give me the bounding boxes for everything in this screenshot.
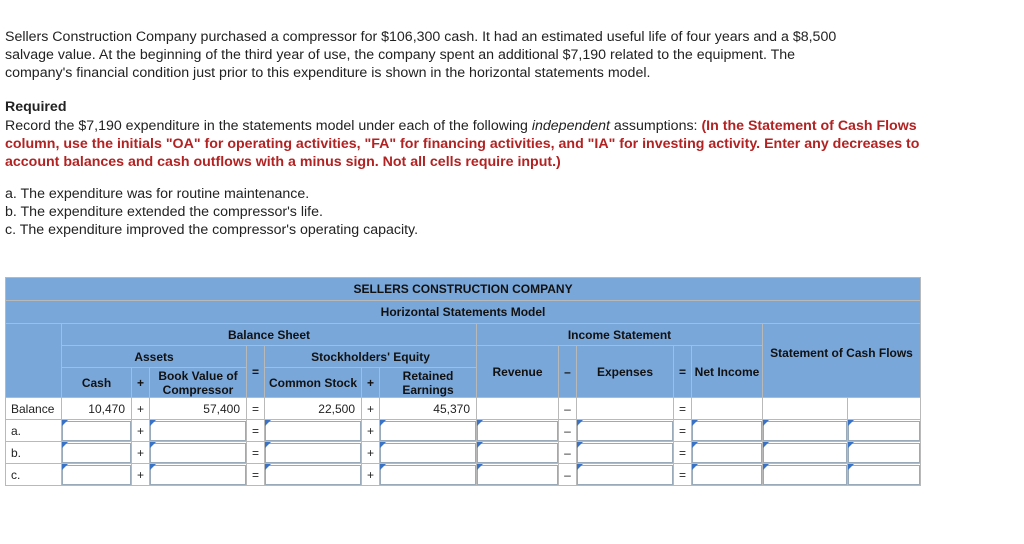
balance-row: [6, 398, 921, 420]
row-c-cash-flow-amount-input[interactable]: [763, 465, 847, 485]
row-c-revenue-input[interactable]: [477, 465, 558, 485]
assumption-b: b. The expenditure extended the compressor's life.: [5, 204, 323, 220]
row-b-cash-flow-type[interactable]: [848, 442, 921, 464]
problem-intro: [5, 28, 925, 82]
row-a-cash-flow-type-input[interactable]: [848, 421, 920, 441]
row-b-net-income-input[interactable]: [692, 443, 762, 463]
row-b-minus: –: [559, 442, 577, 464]
row-b: [6, 442, 921, 464]
row-a-revenue-input[interactable]: [477, 421, 558, 441]
assumption-list: [5, 185, 418, 239]
equals-header-2: =: [674, 346, 692, 398]
row-c: [6, 464, 921, 486]
row-c-cash-flow-amount[interactable]: [763, 464, 848, 486]
corner-cell-2: [6, 346, 62, 368]
required-text: Record the $7,190 expenditure in the statements model under each of the following: [5, 118, 532, 134]
assumption-c: c. The expenditure improved the compressor's operating capacity.: [5, 222, 419, 238]
row-c-common-stock-input[interactable]: [265, 465, 361, 485]
row-b-retained-earnings[interactable]: [380, 442, 477, 464]
revenue-header: Revenue: [477, 346, 559, 398]
row-a-equals-2: =: [674, 420, 692, 442]
balance-equals-2: =: [674, 398, 692, 420]
row-b-book-value[interactable]: [150, 442, 247, 464]
intro-line-2: salvage value. At the beginning of the third year of use, the company spent an additional $7,190 related to the equipment. The: [5, 47, 796, 63]
balance-retained-earnings: 45,370: [380, 398, 477, 420]
net-income-header: Net Income: [692, 346, 763, 398]
equity-header: Stockholders' Equity: [265, 346, 477, 368]
assets-header: Assets: [62, 346, 247, 368]
corner-cell-3: [6, 368, 62, 398]
retained-earnings-header: Retained Earnings: [380, 368, 477, 398]
row-c-retained-earnings[interactable]: [380, 464, 477, 486]
company-title: SELLERS CONSTRUCTION COMPANY: [6, 278, 921, 301]
row-b-expenses[interactable]: [577, 442, 674, 464]
row-b-equals: =: [247, 442, 265, 464]
row-b-plus: +: [132, 442, 150, 464]
row-b-book-value-input[interactable]: [150, 443, 246, 463]
required-italic: independent: [531, 118, 610, 134]
row-a-cash-flow-amount[interactable]: [763, 420, 848, 442]
row-c-plus-2: +: [362, 464, 380, 486]
row-c-minus: –: [559, 464, 577, 486]
row-c-book-value[interactable]: [150, 464, 247, 486]
row-a-book-value-input[interactable]: [150, 421, 246, 441]
row-c-revenue[interactable]: [477, 464, 559, 486]
income-statement-header: Income Statement: [477, 324, 763, 346]
balance-common-stock: 22,500: [265, 398, 362, 420]
cash-flows-header-top: [763, 324, 921, 346]
row-a-common-stock[interactable]: [265, 420, 362, 442]
row-b-cash-flow-amount-input[interactable]: [763, 443, 847, 463]
row-a-net-income-input[interactable]: [692, 421, 762, 441]
row-c-equals-2: =: [674, 464, 692, 486]
required-red-instructions: (In the Statement of Cash Flows column, use the initials "OA" for operating activities, "FA" for financing activities, and "IA" for investing activity. Enter any decreases to account balances and cash outflows with a minus sign. Not all cells require input.): [5, 118, 920, 170]
row-b-net-income[interactable]: [692, 442, 763, 464]
row-a-cash-flow-type[interactable]: [848, 420, 921, 442]
row-a-book-value[interactable]: [150, 420, 247, 442]
row-b-plus-2: +: [362, 442, 380, 464]
row-c-net-income-input[interactable]: [692, 465, 762, 485]
intro-line-1: Sellers Construction Company purchased a compressor for $106,300 cash. It had an estimated useful life of four years and a $8,500: [5, 29, 837, 45]
corner-cell: [6, 324, 62, 346]
row-a-label: a.: [6, 420, 62, 442]
balance-book-value: 57,400: [150, 398, 247, 420]
required-instructions: [5, 117, 920, 171]
book-value-header: Book Value of Compressor: [150, 368, 247, 398]
row-a-equals: =: [247, 420, 265, 442]
assumption-a: a. The expenditure was for routine maintenance.: [5, 186, 310, 202]
row-c-label: c.: [6, 464, 62, 486]
row-a-cash-flow-amount-input[interactable]: [763, 421, 847, 441]
row-a-expenses[interactable]: [577, 420, 674, 442]
row-b-common-stock[interactable]: [265, 442, 362, 464]
plus-header: +: [132, 368, 150, 398]
balance-label: Balance: [6, 398, 62, 420]
row-a-net-income[interactable]: [692, 420, 763, 442]
required-text-2: assumptions:: [609, 118, 702, 134]
row-b-cash[interactable]: [62, 442, 132, 464]
balance-plus: +: [132, 398, 150, 420]
row-b-revenue-input[interactable]: [477, 443, 558, 463]
balance-cash-flow-type: [848, 398, 921, 420]
row-c-net-income[interactable]: [692, 464, 763, 486]
row-c-book-value-input[interactable]: [150, 465, 246, 485]
expenses-header: Expenses: [577, 346, 674, 398]
row-a-plus-2: +: [362, 420, 380, 442]
row-b-retained-earnings-input[interactable]: [380, 443, 476, 463]
row-b-equals-2: =: [674, 442, 692, 464]
row-a-cash-input[interactable]: [62, 421, 131, 441]
balance-expenses: [577, 398, 674, 420]
row-c-cash[interactable]: [62, 464, 132, 486]
balance-cash: 10,470: [62, 398, 132, 420]
row-b-cash-input[interactable]: [62, 443, 131, 463]
row-a-common-stock-input[interactable]: [265, 421, 361, 441]
row-a-retained-earnings-input[interactable]: [380, 421, 476, 441]
common-stock-header: Common Stock: [265, 368, 362, 398]
row-a-cash[interactable]: [62, 420, 132, 442]
row-c-retained-earnings-input[interactable]: [380, 465, 476, 485]
row-b-cash-flow-amount[interactable]: [763, 442, 848, 464]
balance-minus: –: [559, 398, 577, 420]
balance-cash-flow-amount: [763, 398, 848, 420]
cash-header: Cash: [62, 368, 132, 398]
row-c-cash-flow-type[interactable]: [848, 464, 921, 486]
row-b-label: b.: [6, 442, 62, 464]
row-b-cash-flow-type-input[interactable]: [848, 443, 920, 463]
plus-header-2: +: [362, 368, 380, 398]
row-c-common-stock[interactable]: [265, 464, 362, 486]
balance-sheet-header: Balance Sheet: [62, 324, 477, 346]
row-c-cash-input[interactable]: [62, 465, 131, 485]
model-subtitle: Horizontal Statements Model: [6, 301, 921, 324]
minus-header: –: [559, 346, 577, 398]
balance-equals: =: [247, 398, 265, 420]
row-a-expenses-input[interactable]: [577, 421, 673, 441]
row-b-expenses-input[interactable]: [577, 443, 673, 463]
row-c-expenses[interactable]: [577, 464, 674, 486]
row-c-plus: +: [132, 464, 150, 486]
row-a: [6, 420, 921, 442]
balance-revenue: [477, 398, 559, 420]
balance-net-income: [692, 398, 763, 420]
row-b-revenue[interactable]: [477, 442, 559, 464]
balance-plus-2: +: [362, 398, 380, 420]
intro-line-3: company's financial condition just prior to this expenditure is shown in the horizontal statements model.: [5, 65, 651, 81]
row-a-retained-earnings[interactable]: [380, 420, 477, 442]
row-a-minus: –: [559, 420, 577, 442]
row-a-plus: +: [132, 420, 150, 442]
equals-header: =: [247, 346, 265, 398]
required-heading: Required: [5, 99, 67, 115]
row-c-expenses-input[interactable]: [577, 465, 673, 485]
row-c-equals: =: [247, 464, 265, 486]
row-a-revenue[interactable]: [477, 420, 559, 442]
row-c-cash-flow-type-input[interactable]: [848, 465, 920, 485]
horizontal-statements-model: [5, 277, 921, 486]
row-b-common-stock-input[interactable]: [265, 443, 361, 463]
cash-flows-header: Statement of Cash Flows: [763, 346, 921, 398]
